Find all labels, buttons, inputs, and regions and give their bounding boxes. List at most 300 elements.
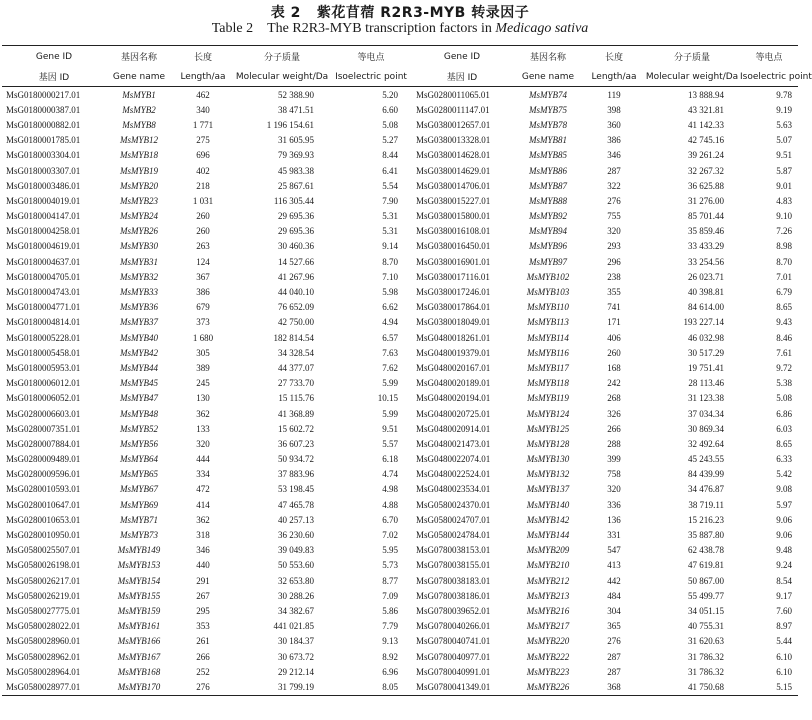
gene-id-cell: MsG0780038155.01 <box>416 560 491 571</box>
molecular-weight-cell: 37 034.34 <box>688 408 724 419</box>
gene-name-cell: MsMYB124 <box>526 408 570 419</box>
gene-name-cell: MsMYB19 <box>120 165 158 176</box>
header-gene-name-1: 基因名称 <box>120 53 157 63</box>
isoelectric-point-cell: 5.42 <box>776 469 792 480</box>
gene-id-cell: MsG0580026219.01 <box>6 590 81 601</box>
gene-name-cell: MsMYB216 <box>526 605 570 616</box>
isoelectric-point-cell: 5.99 <box>382 408 398 419</box>
gene-id-cell: MsG0280010593.01 <box>6 484 81 495</box>
table-row <box>2 664 798 679</box>
length-cell: 218 <box>196 180 210 191</box>
gene-id-cell: MsG0380015800.01 <box>416 211 491 222</box>
gene-name-cell: MsMYB18 <box>120 150 158 161</box>
gene-id-cell: MsG0380013328.01 <box>416 135 491 146</box>
table-row <box>2 543 798 558</box>
length-cell: 1 680 <box>192 332 214 343</box>
gene-id-cell: MsG0480019379.01 <box>416 347 491 358</box>
length-cell: 336 <box>607 499 621 510</box>
gene-name-cell: MsMYB167 <box>117 651 161 662</box>
molecular-weight-cell: 40 755.31 <box>688 621 724 632</box>
molecular-weight-cell: 31 799.19 <box>234 679 330 695</box>
table-row <box>2 178 798 193</box>
molecular-weight-cell: 52 388.90 <box>278 89 314 100</box>
length-cell: 296 <box>607 256 621 267</box>
header-molecular-weight-1: 分子质量 <box>673 53 710 63</box>
molecular-weight-cell: 31 786.32 <box>688 651 724 662</box>
gene-name-cell: MsMYB74 <box>529 89 567 100</box>
molecular-weight-cell: 29 695.36 <box>278 226 314 237</box>
isoelectric-point-cell: 7.60 <box>776 605 792 616</box>
header-length-2: Length/aa <box>172 67 234 87</box>
molecular-weight-cell: 28 113.46 <box>688 378 724 389</box>
isoelectric-point-cell: 8.44 <box>382 150 398 161</box>
gene-id-cell: MsG0180004771.01 <box>6 302 81 313</box>
gene-name-cell: MsMYB154 <box>117 575 161 586</box>
table-row <box>2 102 798 117</box>
length-cell: 268 <box>607 393 621 404</box>
molecular-weight-cell: 79 369.93 <box>278 150 314 161</box>
gene-id-cell: MsG0180003486.01 <box>6 180 81 191</box>
gene-id-cell: MsG0380017116.01 <box>416 271 490 282</box>
molecular-weight-cell: 13 888.94 <box>688 89 724 100</box>
isoelectric-point-cell: 5.87 <box>776 165 792 176</box>
gene-id-cell: MsG0380017246.01 <box>416 287 491 298</box>
isoelectric-point-cell: 9.08 <box>776 484 792 495</box>
table-caption-en: The R2R3-MYB transcription factors in <box>267 21 492 36</box>
table-row <box>2 634 798 649</box>
gene-id-cell: MsG0480023534.01 <box>416 484 491 495</box>
gene-name-cell: MsMYB88 <box>529 195 567 206</box>
length-cell: 318 <box>196 530 210 541</box>
molecular-weight-cell: 31 620.63 <box>688 636 724 647</box>
gene-name-cell: MsMYB159 <box>117 605 161 616</box>
length-cell: 295 <box>196 605 210 616</box>
table-row <box>2 254 798 269</box>
length-cell: 1 771 <box>192 119 214 130</box>
isoelectric-point-cell: 7.62 <box>382 362 398 373</box>
isoelectric-point-cell: 8.98 <box>776 241 792 252</box>
molecular-weight-cell: 38 471.51 <box>278 104 314 115</box>
gene-name-cell: MsMYB114 <box>527 332 569 343</box>
length-cell: 346 <box>196 545 210 556</box>
length-cell: 171 <box>607 317 621 328</box>
gene-id-cell: MsG0480020189.01 <box>416 378 491 389</box>
gene-name-cell: MsMYB220 <box>526 636 570 647</box>
length-cell: 242 <box>607 378 621 389</box>
gene-id-cell: MsG0180006052.01 <box>6 393 81 404</box>
gene-id-cell: MsG0580024370.01 <box>416 499 491 510</box>
gene-id-cell: MsG0380014628.01 <box>416 150 491 161</box>
isoelectric-point-cell: 6.62 <box>382 302 398 313</box>
isoelectric-point-cell: 9.06 <box>776 530 792 541</box>
length-cell: 267 <box>196 590 210 601</box>
isoelectric-point-cell: 5.15 <box>740 679 798 695</box>
gene-id-cell: MsG0380014629.01 <box>416 165 491 176</box>
gene-id-cell: MsG0580028022.01 <box>6 621 81 632</box>
length-cell: 386 <box>607 135 621 146</box>
table-row <box>2 193 798 208</box>
gene-id-cell: MsG0780040977.01 <box>416 651 491 662</box>
isoelectric-point-cell: 5.31 <box>382 211 398 222</box>
isoelectric-point-cell: 9.14 <box>382 241 398 252</box>
gene-name-cell: MsMYB8 <box>122 119 156 130</box>
length-cell: 365 <box>607 621 621 632</box>
molecular-weight-cell: 36 230.60 <box>278 530 314 541</box>
molecular-weight-cell: 30 184.37 <box>278 636 314 647</box>
table-row <box>2 360 798 375</box>
gene-id-cell: MsG0780038186.01 <box>416 590 491 601</box>
gene-id-cell: MsG0280006603.01 <box>6 408 81 419</box>
length-cell: 398 <box>607 104 621 115</box>
gene-name-cell: MsMYB118 <box>527 378 569 389</box>
isoelectric-point-cell: 5.44 <box>776 636 792 647</box>
table-title-english <box>0 21 800 37</box>
length-cell: 741 <box>607 302 621 313</box>
length-cell: 1 031 <box>192 195 214 206</box>
table-row <box>2 512 798 527</box>
length-cell: 320 <box>196 438 210 449</box>
gene-name-cell: MsMYB56 <box>120 438 158 449</box>
length-cell: 360 <box>607 119 621 130</box>
table-row <box>2 391 798 406</box>
length-cell: 260 <box>196 226 210 237</box>
molecular-weight-cell: 50 867.00 <box>688 575 724 586</box>
gene-name-cell: MsMYB209 <box>526 545 570 556</box>
gene-id-cell: MsG0180006012.01 <box>6 378 81 389</box>
header-gene-name-1: 基因名称 <box>529 53 566 63</box>
gene-id-cell: MsG0380012657.01 <box>416 119 491 130</box>
length-cell: 444 <box>196 454 210 465</box>
molecular-weight-cell: 32 492.64 <box>688 438 724 449</box>
myb-table <box>2 45 812 696</box>
gene-id-cell: MsG0380015227.01 <box>416 195 491 206</box>
isoelectric-point-cell: 8.46 <box>776 332 792 343</box>
length-cell: 402 <box>196 165 210 176</box>
gene-id-cell: MsG0580028962.01 <box>6 651 81 662</box>
header-gene-id-2: 基因 ID <box>412 67 512 87</box>
gene-id-cell: MsG0180004147.01 <box>6 211 81 222</box>
isoelectric-point-cell: 5.08 <box>776 393 792 404</box>
isoelectric-point-cell: 5.08 <box>382 119 398 130</box>
isoelectric-point-cell: 10.15 <box>377 393 398 404</box>
length-cell: 326 <box>607 408 621 419</box>
gene-name-cell: MsMYB92 <box>529 211 567 222</box>
molecular-weight-cell: 29 695.36 <box>278 211 314 222</box>
gene-name-cell: MsMYB45 <box>120 378 158 389</box>
gene-name-cell: MsMYB140 <box>526 499 570 510</box>
molecular-weight-cell: 44 040.10 <box>278 287 314 298</box>
gene-id-cell: MsG0180004019.01 <box>6 195 81 206</box>
gene-id-cell: MsG0780038183.01 <box>416 575 491 586</box>
molecular-weight-cell: 45 983.38 <box>278 165 314 176</box>
gene-name-cell: MsMYB128 <box>526 438 570 449</box>
length-cell: 252 <box>196 666 210 677</box>
gene-name-cell: MsMYB153 <box>117 560 161 571</box>
isoelectric-point-cell: 6.79 <box>776 287 792 298</box>
gene-name-cell: MsMYB64 <box>120 454 158 465</box>
length-cell: 276 <box>607 195 621 206</box>
molecular-weight-cell: 50 934.72 <box>278 454 314 465</box>
header-isoelectric-point-1: 等电点 <box>755 53 783 63</box>
gene-id-cell: MsG0180005953.01 <box>6 362 81 373</box>
gene-id-cell: MsG0380016901.01 <box>416 256 491 267</box>
molecular-weight-cell: 40 257.13 <box>278 514 314 525</box>
molecular-weight-cell: 50 553.60 <box>278 560 314 571</box>
gene-name-cell: MsMYB20 <box>120 180 158 191</box>
gene-name-cell: MsMYB12 <box>120 135 158 146</box>
gene-name-cell: MsMYB48 <box>120 408 158 419</box>
gene-id-cell: MsG0280011065.01 <box>416 89 490 100</box>
gene-name-cell: MsMYB52 <box>120 423 158 434</box>
isoelectric-point-cell: 5.54 <box>382 180 398 191</box>
length-cell: 263 <box>196 241 210 252</box>
molecular-weight-cell: 193 227.14 <box>683 317 724 328</box>
table-row <box>2 376 798 391</box>
gene-name-cell: MsMYB96 <box>529 241 567 252</box>
table-title-chinese <box>0 2 800 22</box>
length-cell: 367 <box>196 271 210 282</box>
table-row <box>2 421 798 436</box>
molecular-weight-cell: 36 625.88 <box>688 180 724 191</box>
isoelectric-point-cell: 5.27 <box>382 135 398 146</box>
length-cell: 304 <box>607 605 621 616</box>
isoelectric-point-cell: 7.26 <box>776 226 792 237</box>
isoelectric-point-cell: 9.48 <box>776 545 792 556</box>
molecular-weight-cell: 39 049.83 <box>278 545 314 556</box>
isoelectric-point-cell: 7.90 <box>382 195 398 206</box>
length-cell: 168 <box>607 362 621 373</box>
length-cell: 696 <box>196 150 210 161</box>
molecular-weight-cell: 26 023.71 <box>688 271 724 282</box>
gene-name-cell: MsMYB31 <box>120 256 158 267</box>
length-cell: 260 <box>607 347 621 358</box>
isoelectric-point-cell: 6.57 <box>382 332 398 343</box>
table-row <box>2 482 798 497</box>
isoelectric-point-cell: 6.10 <box>776 666 792 677</box>
molecular-weight-cell: 32 653.80 <box>278 575 314 586</box>
header-row-2 <box>2 67 798 87</box>
isoelectric-point-cell: 6.96 <box>382 666 398 677</box>
isoelectric-point-cell: 7.09 <box>382 590 398 601</box>
molecular-weight-cell: 42 750.00 <box>278 317 314 328</box>
gene-name-cell: MsMYB73 <box>120 530 158 541</box>
table-row <box>2 330 798 345</box>
isoelectric-point-cell: 4.83 <box>776 195 792 206</box>
table-row <box>2 315 798 330</box>
molecular-weight-cell: 27 733.70 <box>278 378 314 389</box>
molecular-weight-cell: 19 751.41 <box>688 362 724 373</box>
isoelectric-point-cell: 9.01 <box>776 180 792 191</box>
isoelectric-point-cell: 5.63 <box>776 119 792 130</box>
gene-name-cell: MsMYB210 <box>526 560 570 571</box>
length-cell: 322 <box>607 180 621 191</box>
gene-id-cell: MsG0280009596.01 <box>6 469 81 480</box>
gene-id-cell: MsG0180004814.01 <box>6 317 81 328</box>
molecular-weight-cell: 44 377.07 <box>278 362 314 373</box>
gene-id-cell: MsG0480022074.01 <box>416 454 491 465</box>
isoelectric-point-cell: 9.51 <box>382 423 398 434</box>
isoelectric-point-cell: 8.77 <box>382 575 398 586</box>
length-cell: 260 <box>196 211 210 222</box>
gene-name-cell: MsMYB47 <box>120 393 158 404</box>
isoelectric-point-cell: 6.33 <box>776 454 792 465</box>
molecular-weight-cell: 30 288.26 <box>278 590 314 601</box>
gene-id-cell: MsG0180004743.01 <box>6 287 81 298</box>
isoelectric-point-cell: 6.10 <box>776 651 792 662</box>
gene-id-cell: MsG0180003304.01 <box>6 150 81 161</box>
header-gene-name-2: Gene name <box>106 67 172 87</box>
gene-name-cell: MsMYB42 <box>120 347 158 358</box>
isoelectric-point-cell: 8.70 <box>382 256 398 267</box>
gene-name-cell: MsMYB103 <box>526 287 570 298</box>
molecular-weight-cell: 182 814.54 <box>273 332 314 343</box>
header-gene-id-2: 基因 ID <box>2 67 106 87</box>
gene-id-cell: MsG0480018261.01 <box>416 332 491 343</box>
gene-id-cell: MsG0180000882.01 <box>6 119 81 130</box>
gene-id-cell: MsG0480020167.01 <box>416 362 491 373</box>
length-cell: 413 <box>607 560 621 571</box>
molecular-weight-cell: 30 517.29 <box>688 347 724 358</box>
isoelectric-point-cell: 4.88 <box>382 499 398 510</box>
length-cell: 373 <box>196 317 210 328</box>
molecular-weight-cell: 47 465.78 <box>278 499 314 510</box>
gene-id-cell: MsG0580028964.01 <box>6 666 81 677</box>
gene-name-cell: MsMYB97 <box>529 256 567 267</box>
molecular-weight-cell: 41 267.96 <box>278 271 314 282</box>
gene-name-cell: MsMYB67 <box>120 484 158 495</box>
length-cell: 334 <box>196 469 210 480</box>
gene-name-cell: MsMYB24 <box>120 211 158 222</box>
gene-name-cell: MsMYB102 <box>526 271 570 282</box>
gene-name-cell: MsMYB170 <box>106 679 172 695</box>
table-row <box>2 148 798 163</box>
molecular-weight-cell: 62 438.78 <box>688 545 724 556</box>
isoelectric-point-cell: 8.97 <box>776 621 792 632</box>
gene-name-cell: MsMYB86 <box>529 165 567 176</box>
length-cell: 291 <box>196 575 210 586</box>
isoelectric-point-cell: 8.05 <box>330 679 412 695</box>
length-cell: 261 <box>196 636 210 647</box>
isoelectric-point-cell: 5.73 <box>382 560 398 571</box>
header-gene-name-2: Gene name <box>512 67 584 87</box>
table-row <box>2 497 798 512</box>
isoelectric-point-cell: 8.65 <box>776 438 792 449</box>
molecular-weight-cell: 47 619.81 <box>688 560 724 571</box>
length-cell: 758 <box>607 469 621 480</box>
gene-id-cell: MsG0380016450.01 <box>416 241 491 252</box>
isoelectric-point-cell: 8.65 <box>776 302 792 313</box>
molecular-weight-cell: 31 276.00 <box>688 195 724 206</box>
isoelectric-point-cell: 7.01 <box>776 271 792 282</box>
gene-id-cell: MsG0580027775.01 <box>6 605 81 616</box>
gene-name-cell: MsMYB81 <box>529 135 567 146</box>
table-row <box>2 209 798 224</box>
molecular-weight-cell: 33 254.56 <box>688 256 724 267</box>
length-cell: 245 <box>196 378 210 389</box>
molecular-weight-cell: 38 719.11 <box>688 499 724 510</box>
molecular-weight-cell: 30 460.36 <box>278 241 314 252</box>
gene-id-cell: MsG0580025507.01 <box>6 545 81 556</box>
isoelectric-point-cell: 5.20 <box>382 89 398 100</box>
gene-id-cell: MsG0580024784.01 <box>416 530 491 541</box>
gene-name-cell: MsMYB1 <box>122 89 156 100</box>
gene-name-cell: MsMYB37 <box>120 317 158 328</box>
molecular-weight-cell: 34 476.87 <box>688 484 724 495</box>
isoelectric-point-cell: 9.19 <box>776 104 792 115</box>
length-cell: 287 <box>607 165 621 176</box>
gene-name-cell: MsMYB161 <box>117 621 161 632</box>
gene-id-cell: MsG0180001785.01 <box>6 135 81 146</box>
table-row <box>2 558 798 573</box>
table-row <box>2 300 798 315</box>
length-cell: 124 <box>196 256 210 267</box>
molecular-weight-cell: 46 032.98 <box>688 332 724 343</box>
molecular-weight-cell: 41 368.89 <box>278 408 314 419</box>
molecular-weight-cell: 34 051.15 <box>688 605 724 616</box>
isoelectric-point-cell: 7.61 <box>776 347 792 358</box>
isoelectric-point-cell: 5.99 <box>382 378 398 389</box>
gene-id-cell: MsG0180000387.01 <box>6 104 81 115</box>
isoelectric-point-cell: 5.57 <box>382 438 398 449</box>
isoelectric-point-cell: 9.78 <box>776 89 792 100</box>
gene-id-cell: MsG0180005228.01 <box>6 332 81 343</box>
molecular-weight-cell: 55 499.77 <box>688 590 724 601</box>
table-row <box>2 269 798 284</box>
molecular-weight-cell: 84 614.00 <box>688 302 724 313</box>
length-cell: 355 <box>607 287 621 298</box>
length-cell: 386 <box>196 287 210 298</box>
gene-id-cell: MsG0480021473.01 <box>416 438 491 449</box>
gene-name-cell: MsMYB144 <box>526 530 570 541</box>
table-row <box>2 436 798 451</box>
gene-name-cell: MsMYB69 <box>120 499 158 510</box>
table-row <box>2 467 798 482</box>
table-row <box>2 588 798 603</box>
length-cell: 362 <box>196 514 210 525</box>
length-cell: 414 <box>196 499 210 510</box>
table-row <box>2 224 798 239</box>
molecular-weight-cell: 15 602.72 <box>278 423 314 434</box>
length-cell: 346 <box>607 150 621 161</box>
length-cell: 136 <box>607 514 621 525</box>
molecular-weight-cell: 31 605.95 <box>278 135 314 146</box>
molecular-weight-cell: 15 115.76 <box>278 393 314 404</box>
gene-name-cell: MsMYB212 <box>526 575 570 586</box>
molecular-weight-cell: 41 750.68 <box>644 679 740 695</box>
length-cell: 362 <box>196 408 210 419</box>
gene-id-cell: MsG0280010653.01 <box>6 514 81 525</box>
molecular-weight-cell: 31 123.38 <box>688 393 724 404</box>
gene-id-cell: MsG0780039652.01 <box>416 605 491 616</box>
gene-id-cell: MsG0480020914.01 <box>416 423 491 434</box>
length-cell: 340 <box>196 104 210 115</box>
table-row <box>2 679 798 695</box>
gene-id-cell: MsG0780040741.01 <box>416 636 491 647</box>
isoelectric-point-cell: 9.51 <box>776 150 792 161</box>
molecular-weight-cell: 32 267.32 <box>688 165 724 176</box>
gene-id-cell: MsG0380016108.01 <box>416 226 491 237</box>
gene-id-cell: MsG0280009489.01 <box>6 454 81 465</box>
molecular-weight-cell: 84 439.99 <box>688 469 724 480</box>
isoelectric-point-cell: 8.92 <box>382 651 398 662</box>
molecular-weight-cell: 34 328.54 <box>278 347 314 358</box>
isoelectric-point-cell: 4.94 <box>382 317 398 328</box>
table-row <box>2 406 798 421</box>
gene-name-cell: MsMYB32 <box>120 271 158 282</box>
molecular-weight-cell: 36 607.23 <box>278 438 314 449</box>
isoelectric-point-cell: 6.03 <box>776 423 792 434</box>
header-molecular-weight-1: 分子质量 <box>263 53 300 63</box>
